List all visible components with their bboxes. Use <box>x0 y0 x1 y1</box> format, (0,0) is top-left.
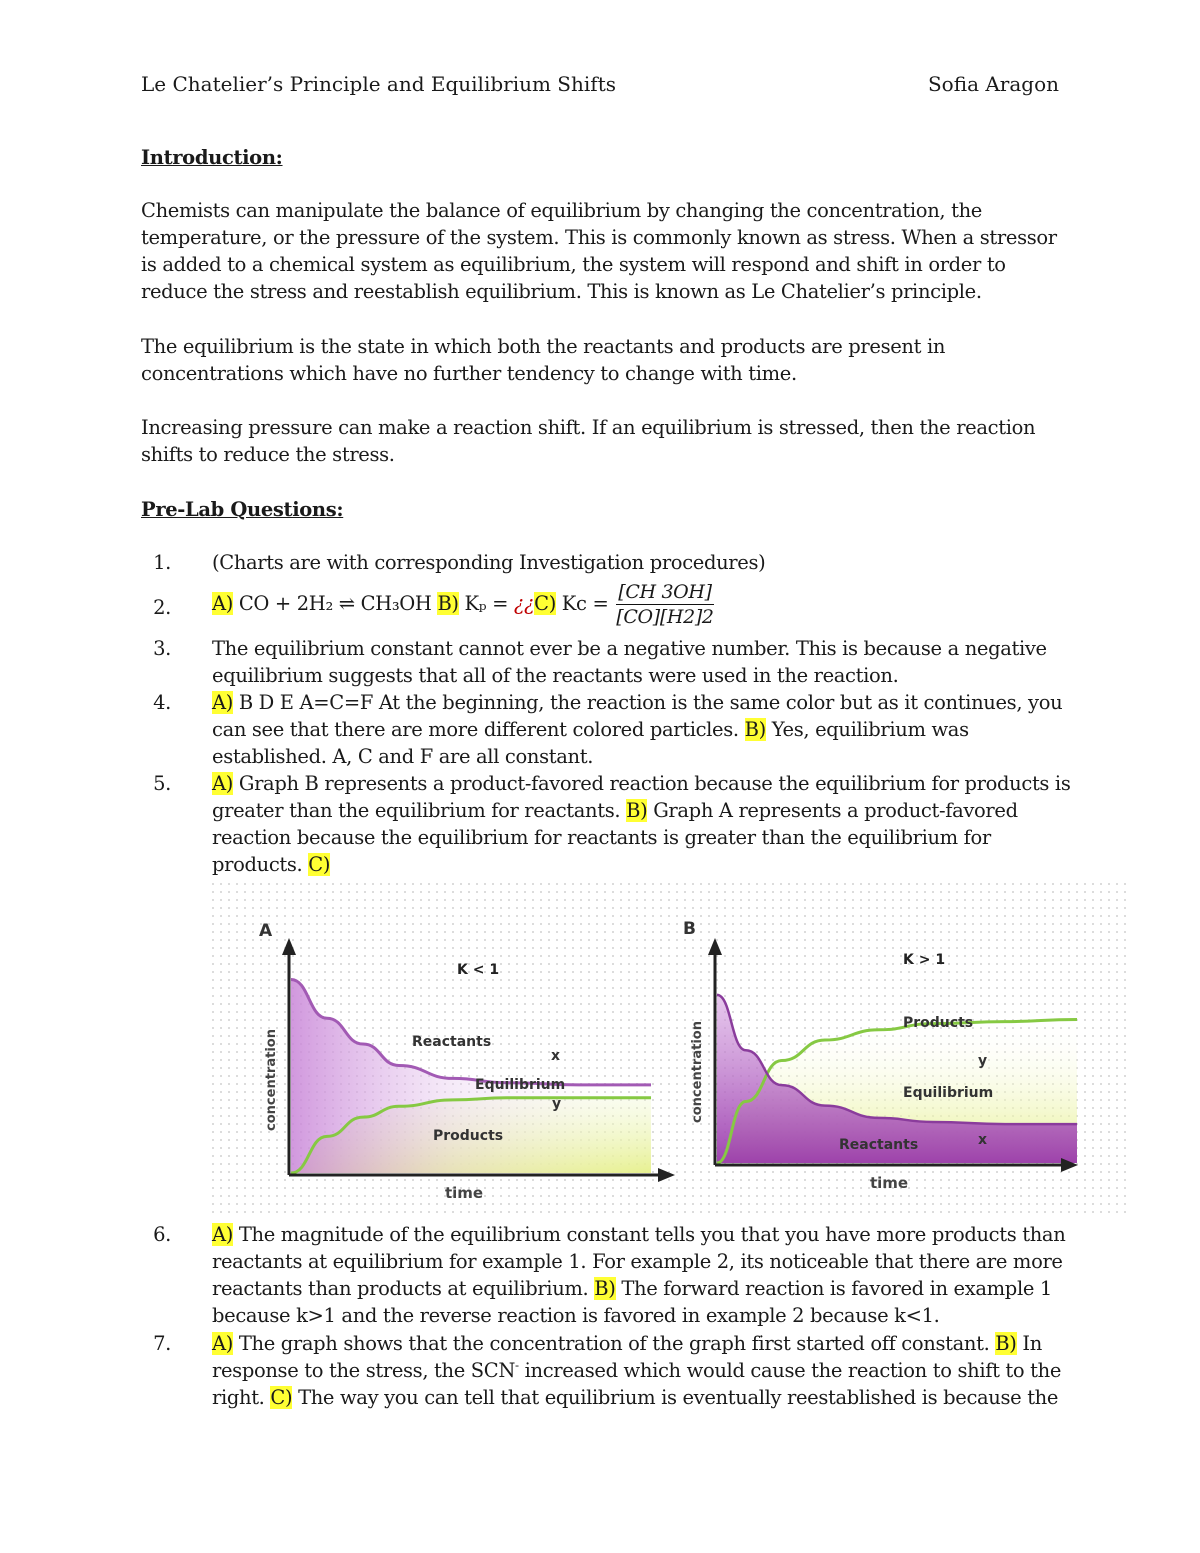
graph-b-ylabel: concentration <box>690 1021 705 1123</box>
graph-a <box>259 921 675 1202</box>
graph-b <box>683 919 1078 1192</box>
graph-b-x-letter: x <box>978 1132 988 1148</box>
graph-a-title: K < 1 <box>457 962 500 978</box>
graph-a-products-label: Products <box>433 1128 504 1144</box>
document-page: Le Chatelier’s Principle and Equilibrium Shifts Sofia Aragon Introduction: Chemists can manipulate the balance of equilibrium by changing the concentration, the temperature, or the pressure of the system. This is commonly known as stress. When a stressor is added to a chemical system as equilibrium, the system will respond and shift in order to reduce the stress and reestablish equilibrium. This is known as Le Chatelier’s principle. The equilibrium is the state in which both the reactants and products are present in concentrations which have no further tendency to change with time. Increasing pressure can make a reaction shift. If an equilibrium is stressed, then the reaction shifts to reduce the stress. Pre-Lab Questions: 1. (Charts are with corresponding Investigation procedures) 2. A) CO + 2H₂ ⇌ CH₃OH B) Kₚ = ¿¿C) Kc = $\frac{[CH 3OH]}{[CO][H2]2}$ 3. The equilibrium constant cannot ever be a negative number. This is because a negative equilibrium suggests that all of the reactants were used in the reaction. 4. A) B D E A=C=F At the beginning, the reaction is the same color but as it continues, you can see that there are more different colored particles. B) Yes, equilibrium was established. A, C and F are all constant. 5. A) Graph B represents a product-favored reaction because the equilibrium for products is greater than the equilibrium for reactants. B) Graph A represents a product-favored reaction because the equilibrium for reactants is greater than the equilibrium for products. C) 6. A) The magnitude of the equilibrium constant tells you that you have more products than reactants at equilibrium for example 1. For example 2, its noticeable that there are more reactants than products at equilibrium. B) The forward reaction is favored in example 1 because k>1 and the reverse reaction is favored in example 2 because k<1. 7. A) The graph shows that the concentration of the graph first started off constant. B) In response to the stress, the SCN- increased which would cause the reaction to shift to the right. C) The way you can tell that equilibrium is eventually reestablished is because the A K < 1 concentration time Reactants x Equilibrium y Products B K > 1 concentration time Products y Equilibrium Reactants x <box>0 0 1200 1553</box>
graphs-svg <box>209 880 1127 1215</box>
author-name: Sofia Aragon <box>927 72 1059 96</box>
graph-b-xlabel: time <box>869 1174 909 1192</box>
graph-b-y-letter: y <box>978 1053 988 1069</box>
question-7-text: A) The graph shows that the concentration of the graph first started off constant. B) In response to the stress, the SCN- increased which would cause the reaction to shift to the right. C) The way you can tell that equilibrium is eventually reestablished is because the <box>212 1332 1062 1409</box>
prelab-heading: Pre-Lab Questions: <box>141 498 344 521</box>
question-1-text: (Charts are with corresponding Investigation procedures) <box>212 551 766 574</box>
intro-paragraph-2: The equilibrium is the state in which both the reactants and products are present in concentrations which have no further tendency to change with time. <box>141 335 946 385</box>
graph-a-ylabel: concentration <box>264 1029 279 1131</box>
graph-a-y-arrow <box>282 938 296 955</box>
question-2-text: A) CO + 2H₂ ⇌ CH₃OH B) Kₚ = ¿¿C) Kc = $\frac{[CH 3OH]}{[CO][H2]2}$ <box>212 581 714 628</box>
graph-b-panel-label: B <box>683 919 696 939</box>
intro-paragraph-1: Chemists can manipulate the balance of equilibrium by changing the concentration, the temperature, or the pressure of the system. This is commonly known as stress. When a stressor is added to a chemical system as equilibrium, the system will respond and shift in order to reduce the stress and reestablish equilibrium. This is known as Le Chatelier’s principle. <box>141 199 1057 303</box>
question-3-text: The equilibrium constant cannot ever be a negative number. This is because a negative equilibrium suggests that all of the reactants were used in the reaction. <box>212 637 1047 687</box>
question-4-text: A) B D E A=C=F At the beginning, the reaction is the same color but as it continues, you can see that there are more different colored particles. B) Yes, equilibrium was established. A, C and F are all constant. <box>212 691 1063 768</box>
graph-a-panel-label: A <box>259 921 273 941</box>
graph-a-x-letter: x <box>551 1048 561 1064</box>
graph-a-equilibrium-label: Equilibrium <box>475 1077 566 1093</box>
graph-a-y-letter: y <box>552 1096 562 1112</box>
graph-a-reactants-label: Reactants <box>412 1034 492 1050</box>
kc-fraction: $\frac{[CH 3OH]}{[CO][H2]2}$ <box>616 581 714 628</box>
graph-b-y-arrow <box>708 938 722 955</box>
graph-a-xlabel: time <box>444 1184 484 1202</box>
question-6-text: A) The magnitude of the equilibrium constant tells you that you have more products than reactants at equilibrium for example 1. For example 2, its noticeable that there are more reactants than products at equilibrium. B) The forward reaction is favored in example 1 because k>1 and the reverse reaction is favored in example 2 because k<1. <box>212 1223 1066 1327</box>
graph-b-reactants-label: Reactants <box>839 1137 919 1153</box>
question-5-text: A) Graph B represents a product-favored reaction because the equilibrium for products is greater than the equilibrium for reactants. B) Graph A represents a product-favored reaction because the equilibrium for reactants is greater than the equilibrium for products. C) <box>212 772 1071 876</box>
equilibrium-graphs-figure <box>209 880 1127 1215</box>
graph-b-title: K > 1 <box>903 952 946 968</box>
graph-b-products-label: Products <box>903 1015 974 1031</box>
document-title: Le Chatelier’s Principle and Equilibrium Shifts <box>141 72 616 96</box>
intro-paragraph-3: Increasing pressure can make a reaction shift. If an equilibrium is stressed, then the reaction shifts to reduce the stress. <box>141 416 1036 466</box>
page-header <box>141 72 1059 96</box>
graph-b-equilibrium-label: Equilibrium <box>903 1085 994 1101</box>
graph-a-x-arrow <box>658 1168 675 1182</box>
introduction-heading: Introduction: <box>141 146 283 169</box>
